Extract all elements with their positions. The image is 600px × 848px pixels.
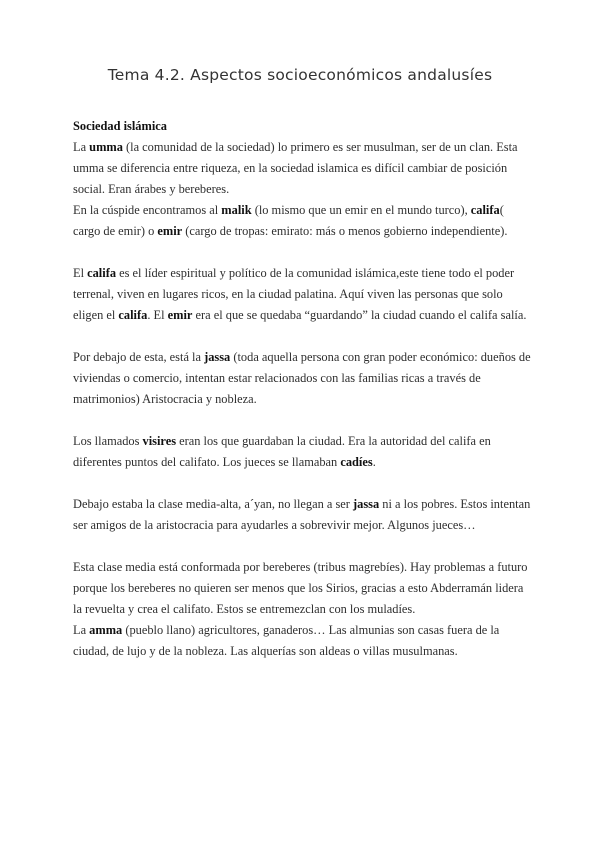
term-califa: califa: [470, 203, 500, 217]
paragraph-spacer: [73, 242, 531, 263]
term-emir: emir: [157, 224, 183, 238]
page-title: Tema 4.2. Aspectos socioeconómicos andalusíes: [107, 66, 493, 84]
paragraph-spacer: [73, 410, 531, 431]
term-visires: visires: [142, 434, 177, 448]
term-amma: amma: [89, 623, 123, 637]
paragraph-clase-media-alta: Debajo estaba la clase media-alta, a´yan, no llegan a ser jassa ni a los pobres. Estos intentan ser amigos de la aristocracia para ayudarles a sobrevivir mejor. Algunos jueces…: [73, 497, 531, 532]
document-body: [73, 116, 531, 662]
term-califa: califa: [118, 308, 148, 322]
paragraph-clase-media: Esta clase media está conformada por bereberes (tribus magrebíes). Hay problemas a futuro porque los bereberes no quieren ser menos que los Sirios, gracias a esto Abderramán lidera la revuelta y crea el califato. Estos se entremezclan con los muladíes.: [73, 560, 528, 616]
section-heading: [73, 116, 531, 137]
paragraph-spacer: [73, 536, 531, 557]
paragraph-jassa: Por debajo de esta, está la jassa (toda aquella persona con gran poder económico: dueños de viviendas o comercio, intentan estar relacionados con las familias ricas a través de matrimonios) Aristocracia y nobleza.: [73, 350, 531, 406]
paragraph-spacer: [73, 473, 531, 494]
paragraph-spacer: [73, 326, 531, 347]
paragraph-cuspide: En la cúspide encontramos al malik (lo mismo que un emir en el mundo turco), califa( cargo de emir) o emir (cargo de tropas: emirato: más o menos gobierno independiente).: [73, 203, 508, 238]
paragraph-califa: El califa es el líder espiritual y político de la comunidad islámica,este tiene todo el poder terrenal, viven en lugares ricos, en la ciudad palatina. Aquí viven las personas que solo eligen el califa. El emir era el que se quedaba “guardando” la ciudad cuando el califa salía.: [73, 266, 527, 322]
section-heading-text: Sociedad islámica: [73, 119, 167, 133]
term-emir: emir: [167, 308, 193, 322]
paragraph-visires: Los llamados visires eran los que guardaban la ciudad. Era la autoridad del califa en diferentes puntos del califato. Los jueces se llamaban cadíes.: [73, 434, 491, 469]
paragraph-umma: La umma (la comunidad de la sociedad) lo primero es ser musulman, ser de un clan. Esta umma se diferencia entre riqueza, en la sociedad islamica es difícil cambiar de posición social. Eran árabes y bereberes.: [73, 140, 518, 196]
term-cadies: cadíes: [340, 455, 373, 469]
term-jassa: jassa: [204, 350, 231, 364]
term-jassa: jassa: [353, 497, 380, 511]
term-malik: malik: [221, 203, 252, 217]
paragraph-amma: La amma (pueblo llano) agricultores, ganaderos… Las almunias son casas fuera de la ciudad, de lujo y de la nobleza. Las alquerías son aldeas o villas musulmanas.: [73, 623, 500, 658]
term-califa: califa: [87, 266, 117, 280]
term-umma: umma: [89, 140, 123, 154]
